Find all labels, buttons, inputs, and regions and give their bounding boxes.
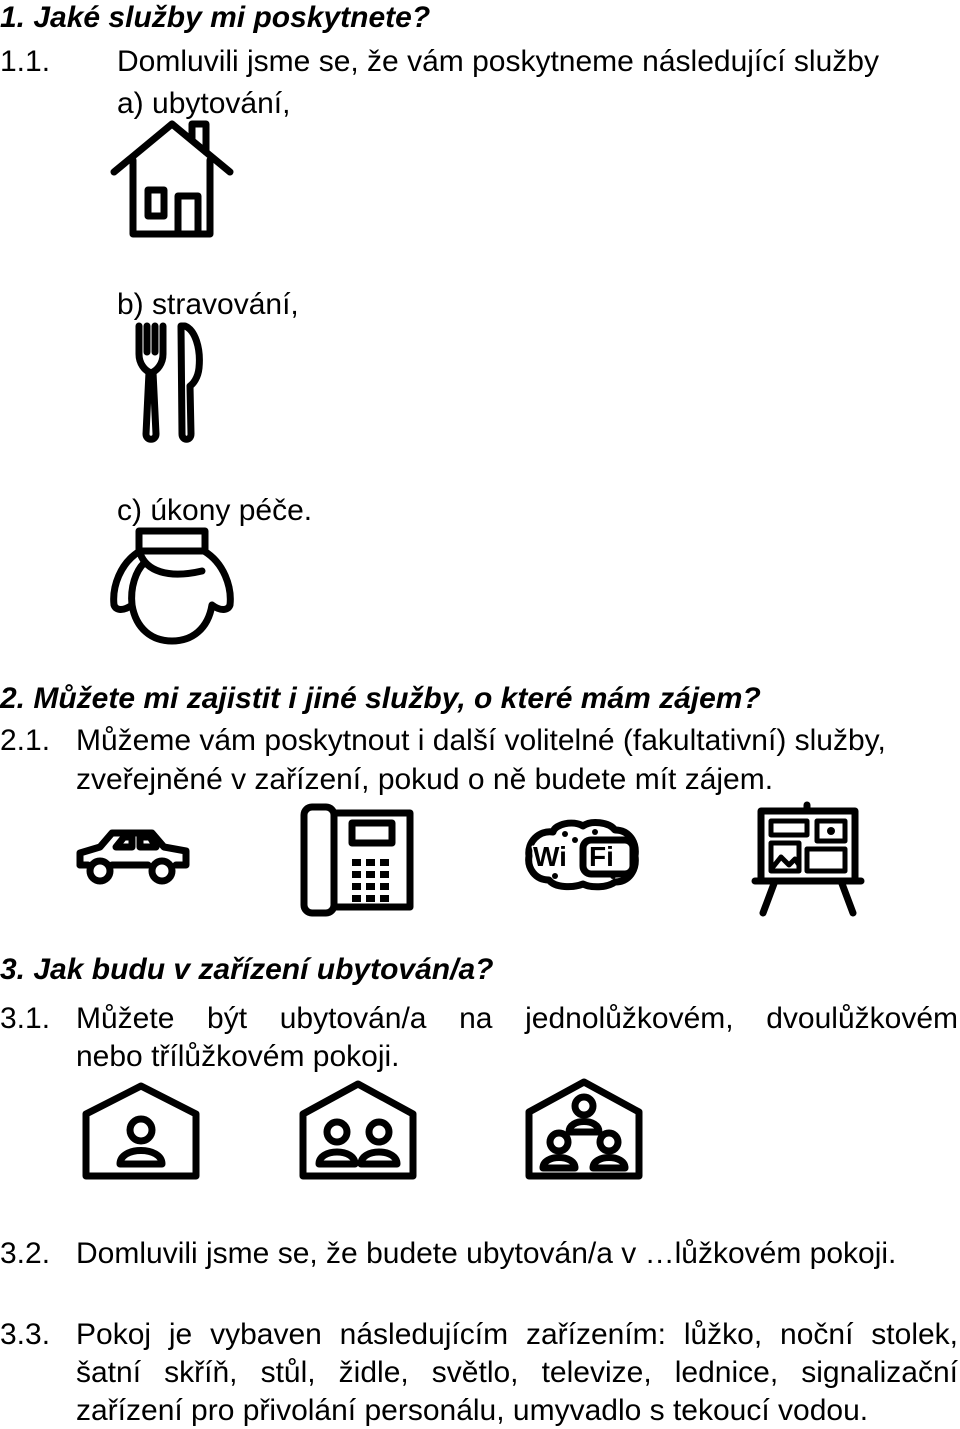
section-3-3-line-1: Pokoj je vybaven následujícím zařízením: lůžko, noční stolek, — [76, 1318, 958, 1351]
section-3-3-line-3: zařízení pro přivolání personálu, umyvadlo s tekoucí vodou. — [76, 1394, 869, 1427]
house-icon — [110, 120, 235, 240]
fork-knife-icon — [135, 322, 210, 447]
section-1-1-text: Domluvili jsme se, že vám poskytneme následující služby — [117, 45, 879, 78]
section-3-3-number: 3.3. — [0, 1318, 51, 1351]
section-3-1-number: 3.1. — [0, 1002, 51, 1035]
section-3-3-line-2: šatní skříň, stůl, židle, světlo, televize, lednice, signalizační — [76, 1356, 958, 1389]
item-a-accommodation: a) ubytování, — [117, 87, 291, 120]
section-3-heading: 3. Jak budu v zařízení ubytován/a? — [0, 953, 494, 986]
section-3-1-line-1: Můžete být ubytován/a na jednolůžkovém, dvoulůžkovém — [76, 1002, 958, 1035]
section-1-heading: 1. Jaké služby mi poskytnete? — [0, 1, 431, 34]
item-b-meals: b) stravování, — [117, 288, 299, 321]
triple-room-icon — [525, 1078, 643, 1180]
wifi-icon — [525, 820, 640, 890]
notice-board-icon — [751, 801, 866, 919]
caregiver-icon — [110, 527, 235, 647]
wifi-label-right: Fi — [589, 841, 614, 872]
wifi-label-left: Wi — [533, 841, 567, 872]
section-2-1-line-2: zveřejněné v zařízení, pokud o ně budete mít zájem. — [76, 763, 774, 796]
section-2-heading: 2. Můžete mi zajistit i jiné služby, o které mám zájem? — [0, 682, 761, 715]
item-c-care: c) úkony péče. — [117, 494, 313, 527]
section-2-1-number: 2.1. — [0, 724, 51, 757]
section-1-1-number: 1.1. — [0, 45, 51, 78]
phone-icon — [300, 803, 415, 918]
single-room-icon — [82, 1082, 200, 1180]
section-3-2-text: Domluvili jsme se, že budete ubytován/a v …lůžkovém pokoji. — [76, 1237, 897, 1270]
section-3-1-line-2: nebo třílůžkovém pokoji. — [76, 1040, 400, 1073]
section-2-1-line-1: Můžeme vám poskytnout i další volitelné (fakultativní) služby, — [76, 724, 886, 757]
car-icon — [76, 827, 191, 887]
double-room-icon — [299, 1080, 417, 1180]
section-3-2-number: 3.2. — [0, 1237, 51, 1270]
